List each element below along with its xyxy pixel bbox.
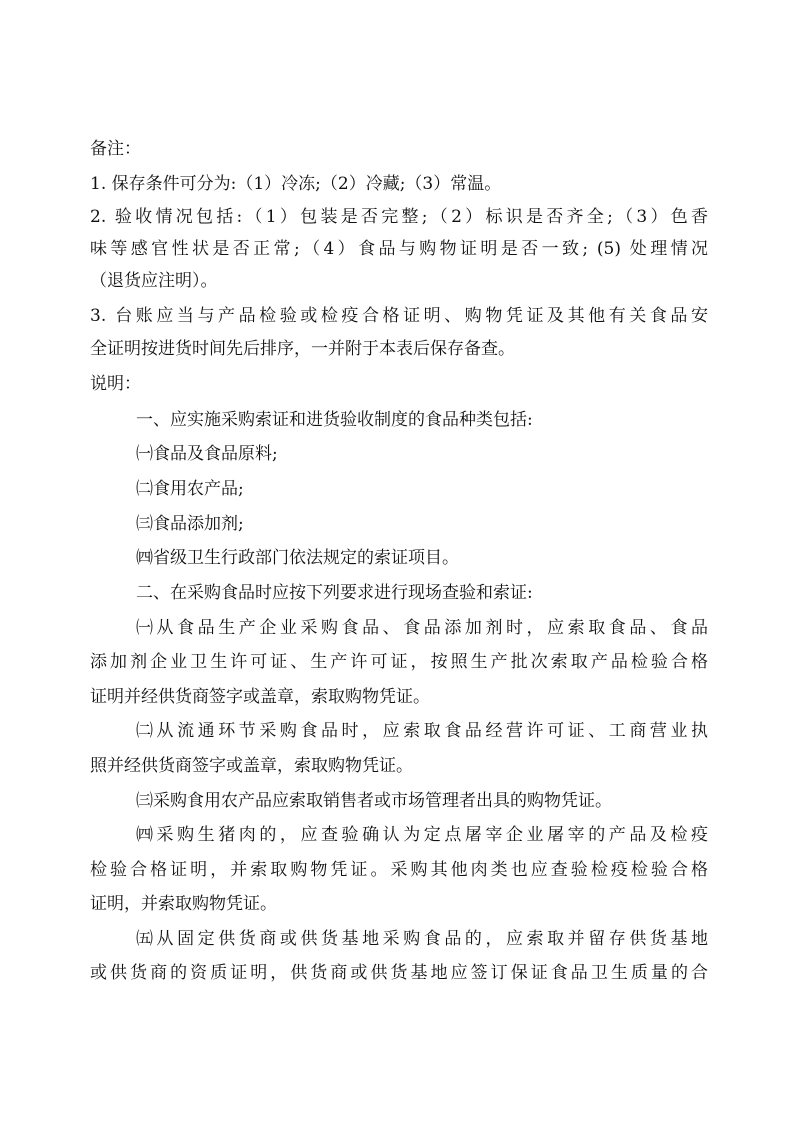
notes-section-2-title: 二、在采购食品时应按下列要求进行现场查验和索证: — [136, 583, 533, 603]
remarks-item-1: 1. 保存条件可分为:（1）冷冻;（2）冷藏;（3）常温。 — [90, 174, 502, 194]
remarks-title: 备注： — [90, 139, 141, 159]
notes-section-1-item-b: ㈡食用农产品; — [136, 479, 244, 499]
notes-para-3-line-1: ㈢采购食用农产品应索取销售者或市场管理者出具的购物凭证。 — [136, 791, 612, 811]
notes-section-1-item-c: ㈢食品添加剂; — [136, 514, 244, 534]
remarks-item-3-line-2: 全证明按进货时间先后排序，一并附于本表后保存备查。 — [90, 339, 515, 359]
notes-para-5-line-2: 或供货商的资质证明，供货商或供货基地应签订保证食品卫生质量的合 — [90, 963, 708, 983]
notes-para-2-line-1: ㈡从流通环节采购食品时，应索取食品经营许可证、工商营业执 — [136, 721, 708, 741]
notes-para-1-line-3: 证明并经供货商签字或盖章，索取购物凭证。 — [90, 687, 430, 707]
notes-section-1-item-a: ㈠食品及食品原料; — [136, 444, 278, 464]
notes-para-2-line-2: 照并经供货商签字或盖章，索取购物凭证。 — [90, 756, 413, 776]
remarks-item-2-line-3: （退货应注明）。 — [90, 271, 218, 291]
notes-para-4-line-3: 证明，并索取购物凭证。 — [90, 894, 277, 914]
remarks-item-2-line-1: 2. 验收情况包括:（1）包装是否完整;（2）标识是否齐全;（3）色香 — [90, 207, 708, 227]
notes-para-1-line-1: ㈠从食品生产企业采购食品、食品添加剂时，应索取食品、食品 — [136, 618, 708, 638]
notes-title: 说明： — [90, 374, 141, 394]
notes-para-5-line-1: ㈤从固定供货商或供货基地采购食品的，应索取并留存供货基地 — [136, 929, 708, 949]
notes-para-4-line-1: ㈣采购生猪肉的，应查验确认为定点屠宰企业屠宰的产品及检疫 — [136, 825, 708, 845]
remarks-item-3-line-1: 3. 台账应当与产品检验或检疫合格证明、购物凭证及其他有关食品安 — [90, 306, 708, 326]
notes-para-4-line-2: 检验合格证明，并索取购物凭证。采购其他肉类也应查验检疫检验合格 — [90, 860, 708, 880]
notes-para-1-line-2: 添加剂企业卫生许可证、生产许可证，按照生产批次索取产品检验合格 — [90, 652, 708, 672]
notes-section-1-item-d: ㈣省级卫生行政部门依法规定的索证项目。 — [136, 548, 459, 568]
remarks-item-2-line-2: 味等感官性状是否正常;（4）食品与购物证明是否一致; (5) 处理情况 — [90, 239, 708, 259]
notes-section-1-title: 一、应实施采购索证和进货验收制度的食品种类包括: — [136, 410, 533, 430]
